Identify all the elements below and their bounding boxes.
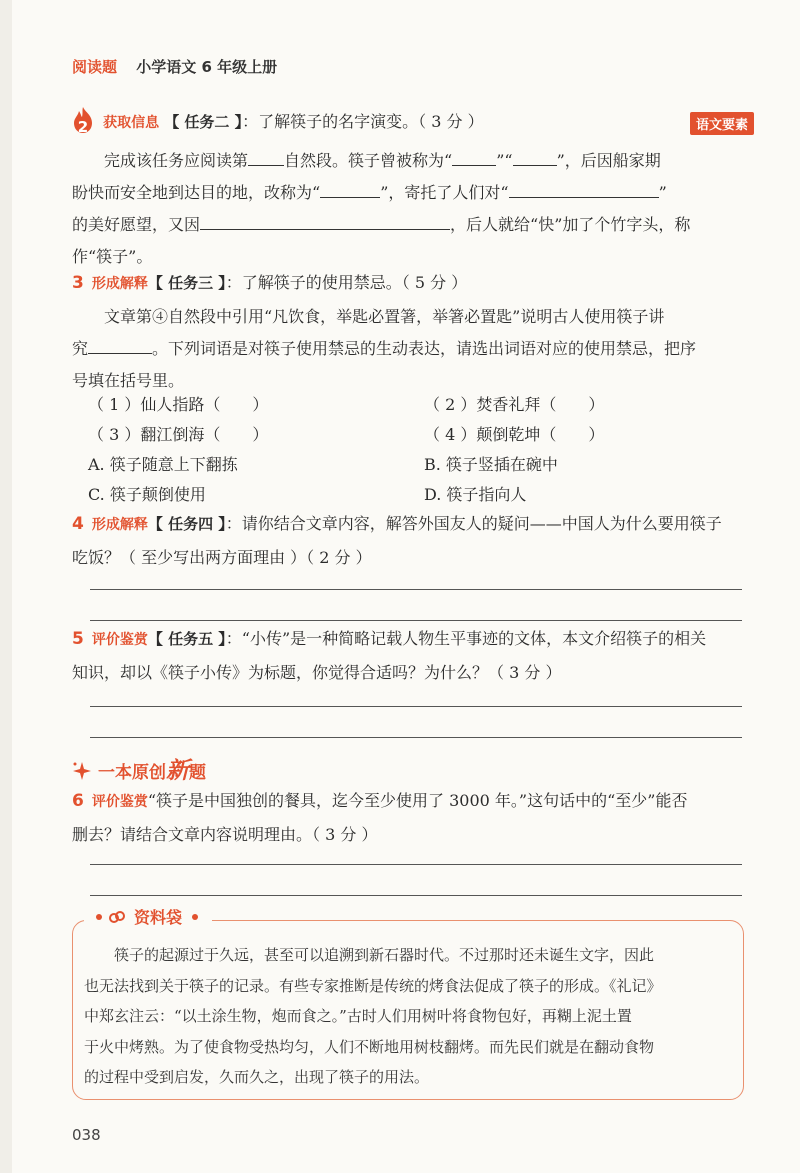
blank-new-name[interactable]	[320, 179, 380, 198]
page-number: 038	[72, 1126, 101, 1144]
info-line: 也无法找到关于筷子的记录。有些专家推断是传统的烤食法促成了筷子的形成。《礼记》	[84, 976, 662, 995]
header-section: 阅读题	[72, 58, 118, 76]
question-2-title	[72, 107, 742, 138]
choice-c: C. 筷子颠倒使用	[88, 485, 206, 504]
question-2-line-3: 的美好愿望，又因 ，后人就给“快”加了个竹字头，称	[72, 210, 742, 239]
answer-line[interactable]	[90, 589, 742, 590]
question-2	[72, 107, 742, 271]
question-3-line-2: 究 。下列词语是对筷子使用禁忌的生动表达，请选出词语对应的使用禁忌，把序	[72, 334, 742, 363]
question-2-task: 【 任务二 】	[164, 113, 243, 131]
paperclip-icon	[108, 908, 126, 926]
answer-line[interactable]	[90, 737, 742, 738]
blank-reason[interactable]	[200, 211, 450, 230]
original-section-title: 一本原创新题	[72, 752, 206, 785]
question-2-category: 获取信息	[103, 115, 160, 131]
flame-number-icon: 2	[72, 107, 94, 133]
info-box-title: 资料袋	[84, 905, 212, 928]
question-3-line-1: 文章第④自然段中引用“凡饮食，举匙必置箸，举箸必置匙”说明古人使用筷子讲	[104, 307, 665, 326]
question-6	[72, 786, 742, 849]
option-3[interactable]: （ 3 ）翻江倒海（ ）	[88, 425, 269, 444]
info-line: 的过程中受到启发，久而久之，出现了筷子的用法。	[84, 1068, 430, 1086]
question-5-line-2: 知识，却以《筷子小传》为标题，你觉得合适吗？为什么？（ 3 分 ）	[72, 663, 562, 682]
question-6-line-1: 6 评价鉴赏“筷子是中国独创的餐具，迄今至少使用了 3000 年。”这句话中的“至少”能否	[72, 791, 688, 811]
blank-rule[interactable]	[88, 335, 152, 354]
original-xin: 新	[166, 758, 189, 784]
question-3-line-3: 号填在括号里。	[72, 371, 185, 390]
question-4	[72, 509, 742, 572]
header-book: 小学语文 6 年级上册	[136, 58, 278, 76]
choice-b: B. 筷子竖插在碗中	[424, 455, 558, 474]
choice-a: A. 筷子随意上下翻拣	[88, 455, 238, 474]
page-header	[72, 56, 277, 77]
question-6-line-2: 删去？请结合文章内容说明理由。（ 3 分 ）	[72, 825, 378, 844]
choice-d: D. 筷子指向人	[424, 485, 527, 504]
question-4-line-1: 4 形成解释【 任务四 】：请你结合文章内容，解答外国友人的疑问——中国人为什么要用筷子	[72, 514, 722, 534]
answer-line[interactable]	[90, 620, 742, 621]
option-1[interactable]: （ 1 ）仙人指路（ ）	[88, 395, 269, 414]
sparkle-icon	[72, 761, 92, 781]
info-box-text	[84, 940, 734, 1093]
blank-name-2[interactable]	[513, 147, 557, 166]
answer-line[interactable]	[90, 706, 742, 707]
question-2-line-1: 完成该任务应阅读第 自然段。筷子曾被称为“ ”“ ”，后因船家期	[72, 146, 742, 175]
question-3-options	[88, 390, 708, 510]
answer-line[interactable]	[90, 864, 742, 865]
info-line: 于火中烤熟。为了使食物受热均匀，人们不断地用树枝翻烤。而先民们就是在翻动食物	[84, 1037, 655, 1056]
blank-wish[interactable]	[509, 179, 659, 198]
question-3	[72, 268, 742, 395]
info-line: 中郑玄注云：“以土涂生物，炮而食之。”古时人们用树叶将食物包好，再糊上泥土置	[84, 1007, 632, 1025]
question-2-line-4: 作“筷子”。	[72, 247, 153, 266]
option-2[interactable]: （ 2 ）焚香礼拜（ ）	[424, 395, 605, 414]
element-tag: 语文要素	[690, 112, 754, 135]
question-2-prompt: ：了解筷子的名字演变。（ 3 分 ）	[242, 112, 484, 131]
question-3-title: 3 形成解释【 任务三 】：了解筷子的使用禁忌。（ 5 分 ）	[72, 273, 468, 293]
info-line: 筷子的起源过于久远，甚至可以追溯到新石器时代。不过那时还未诞生文字，因此	[84, 946, 655, 964]
option-4[interactable]: （ 4 ）颠倒乾坤（ ）	[424, 425, 605, 444]
question-4-line-2: 吃饭？（ 至少写出两方面理由 ）（ 2 分 ）	[72, 548, 372, 567]
page-edge	[0, 0, 12, 1173]
answer-line[interactable]	[90, 895, 742, 896]
blank-paragraph[interactable]	[248, 147, 284, 166]
question-2-line-2: 盼快而安全地到达目的地，改称为“ ”，寄托了人们对“ ”	[72, 178, 742, 207]
question-5-line-1: 5 评价鉴赏【 任务五 】：“小传”是一种简略记载人物生平事迹的文体，本文介绍筷子的相关	[72, 629, 707, 649]
blank-name-1[interactable]	[452, 147, 496, 166]
question-5	[72, 624, 742, 687]
